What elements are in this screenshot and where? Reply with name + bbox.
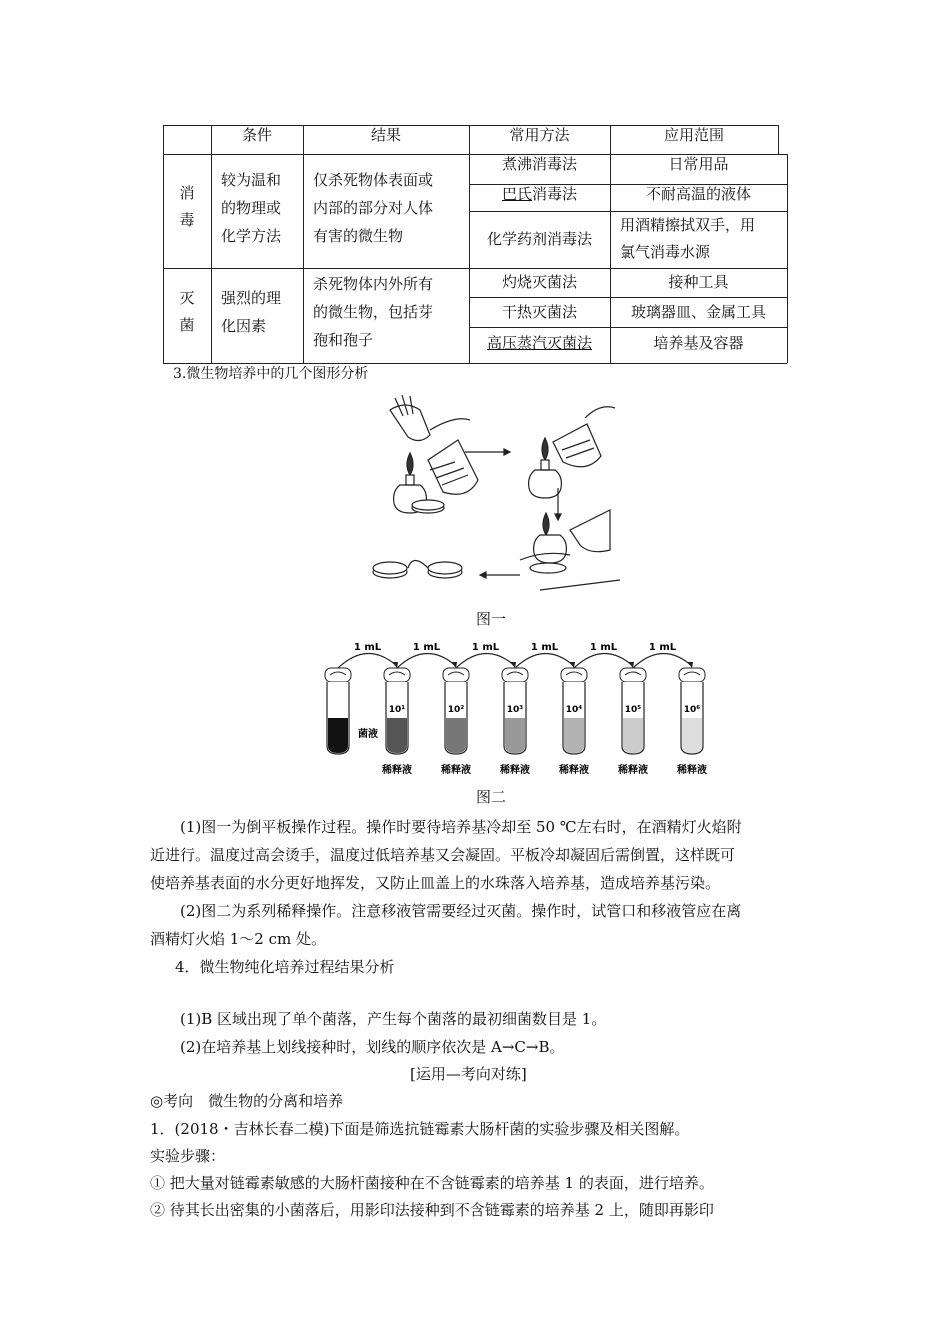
table-header-method: 常用方法 — [509, 126, 570, 144]
p1-line2: 近进行。温度过高会烫手，温度过低培养基又会凝固。平板冷却凝固后需倒置，这样既可 — [150, 846, 736, 864]
sterilization-table — [0, 0, 950, 370]
p1-line3: 使培养基表面的水分更好地挥发，又防止皿盖上的水珠落入培养基，造成培养基污染。 — [150, 874, 721, 892]
transfer-arrow — [456, 653, 515, 668]
dilution-factor-label: 10⁴ — [565, 705, 583, 715]
disinfection-condition-line3: 化学方法 — [221, 227, 282, 245]
transfer-arrow — [515, 653, 574, 668]
scope-alcohol-line1: 用酒精擦拭双手，用 — [620, 216, 756, 234]
tube-liquid — [623, 718, 643, 753]
tube-liquid — [505, 718, 525, 753]
table-header-result: 结果 — [370, 126, 401, 144]
sterilization-result-line3: 孢和孢子 — [313, 331, 374, 349]
method-dry-heat: 干热灭菌法 — [501, 303, 577, 321]
tube-liquid — [328, 718, 348, 753]
diluent-label: 稀释液 — [441, 765, 471, 776]
row-type-disinfection-char2: 毒 — [179, 211, 195, 229]
dilution-factor-label: 10³ — [506, 705, 524, 715]
question-1: 1．(2018・吉林长春二模)下面是筛选抗链霉素大肠杆菌的实验步骤及相关图解。 — [150, 1120, 690, 1138]
disinfection-result-line2: 内部的部分对人体 — [313, 199, 434, 217]
steps-label: 实验步骤： — [150, 1147, 226, 1165]
table-header-scope: 应用范围 — [663, 126, 724, 144]
tube-cap — [620, 668, 646, 682]
tube-liquid — [564, 718, 584, 753]
transfer-volume-label: 1 mL — [471, 642, 500, 653]
row-type-sterilization-char1: 灭 — [179, 289, 195, 307]
transfer-arrow — [397, 653, 456, 668]
step-1: ① 把大量对链霉素敏感的大肠杆菌接种在不含链霉素的培养基 1 的表面，进行培养。 — [150, 1174, 714, 1192]
transfer-volume-label: 1 mL — [412, 642, 441, 653]
tube-liquid — [446, 718, 466, 753]
dilution-factor-label: 10⁵ — [624, 705, 642, 715]
transfer-arrowhead — [687, 662, 693, 668]
method-boiling: 煮沸消毒法 — [501, 155, 577, 173]
p2-line1: (2)图二为系列稀释操作。注意移液管需要经过灭菌。操作时，试管口和移液管应在离 — [180, 902, 742, 920]
sterilization-condition-line2: 化因素 — [221, 317, 267, 335]
dilution-factor-label: 10² — [447, 705, 465, 715]
scope-media-containers: 培养基及容器 — [653, 334, 744, 352]
figure1-pour-plate-illustration — [370, 390, 620, 590]
pasteurization-rest: 消毒法 — [532, 185, 578, 203]
transfer-arrow — [338, 653, 397, 668]
dilution-factor-label: 10¹ — [388, 705, 406, 715]
section4-title: 4．微生物纯化培养过程结果分析 — [175, 958, 395, 976]
method-autoclave: 高压蒸汽灭菌法 — [486, 334, 592, 352]
figure2-serial-dilution — [300, 636, 707, 778]
p2-line2: 酒精灯火焰 1～2 cm 处。 — [150, 930, 327, 948]
disinfection-condition-line2: 的物理或 — [221, 199, 282, 217]
tube-cap — [502, 668, 528, 682]
tube-liquid — [387, 718, 407, 753]
sterilization-result-line2: 的微生物，包括芽 — [313, 303, 434, 321]
transfer-volume-label: 1 mL — [353, 642, 382, 653]
disinfection-condition-line1: 较为温和 — [221, 171, 282, 189]
diluent-label: 稀释液 — [677, 765, 707, 776]
diluent-label: 稀释液 — [618, 765, 648, 776]
pasteurization-underlined: 巴氏 — [501, 185, 532, 203]
transfer-arrow — [633, 653, 692, 668]
disinfection-result-line1: 仅杀死物体表面或 — [313, 171, 434, 189]
method-pasteurization — [469, 183, 610, 205]
p1-line1: (1)图一为倒平板操作过程。操作时要待培养基冷却至 50 ℃左右时，在酒精灯火焰附 — [180, 818, 742, 836]
scope-glassware: 玻璃器皿、金属工具 — [630, 303, 766, 321]
figure2-caption: 图二 — [476, 788, 507, 806]
bacteria-liquid-label: 菌液 — [358, 729, 378, 740]
scope-alcohol-line2: 氯气消毒水源 — [620, 243, 711, 261]
scope-daily-items: 日常用品 — [668, 155, 729, 173]
row-type-sterilization-char2: 菌 — [179, 316, 195, 334]
dilution-factor-label: 10⁶ — [683, 705, 701, 715]
tube-liquid — [682, 718, 702, 753]
disinfection-result-line3: 有害的微生物 — [313, 227, 404, 245]
tube-cap — [679, 668, 705, 682]
tube-cap — [443, 668, 469, 682]
transfer-volume-label: 1 mL — [589, 642, 618, 653]
tube-cap — [384, 668, 410, 682]
diluent-label: 稀释液 — [500, 765, 530, 776]
figure1-caption: 图一 — [476, 610, 507, 628]
sterilization-condition-line1: 强烈的理 — [221, 289, 282, 307]
tube-cap — [325, 668, 351, 682]
sterilization-result-line1: 杀死物体内外所有 — [313, 275, 434, 293]
scope-heat-sensitive-liquid: 不耐高温的液体 — [645, 185, 751, 203]
transfer-arrow — [574, 653, 633, 668]
diluent-label: 稀释液 — [559, 765, 589, 776]
tube-cap — [561, 668, 587, 682]
practice-heading: [运用—考向对练] — [410, 1065, 527, 1083]
scope-inoculation-tools: 接种工具 — [668, 273, 729, 291]
method-burning: 灼烧灭菌法 — [501, 273, 577, 291]
transfer-volume-label: 1 mL — [648, 642, 677, 653]
step-2: ② 待其长出密集的小菌落后，用影印法接种到不含链霉素的培养基 2 上，随即再影印 — [150, 1201, 714, 1219]
table-header-condition: 条件 — [241, 126, 272, 144]
kaoxiang-heading: ◎考向 微生物的分离和培养 — [150, 1092, 344, 1110]
p3: (1)B 区域出现了单个菌落，产生每个菌落的最初细菌数目是 1。 — [180, 1010, 607, 1028]
diluent-label: 稀释液 — [382, 765, 412, 776]
transfer-volume-label: 1 mL — [530, 642, 559, 653]
row-type-disinfection-char1: 消 — [179, 184, 195, 202]
method-chemical: 化学药剂消毒法 — [486, 230, 592, 248]
p4: (2)在培养基上划线接种时，划线的顺序依次是 A→C→B。 — [180, 1038, 565, 1056]
section3-title: 3.微生物培养中的几个图形分析 — [173, 366, 369, 382]
